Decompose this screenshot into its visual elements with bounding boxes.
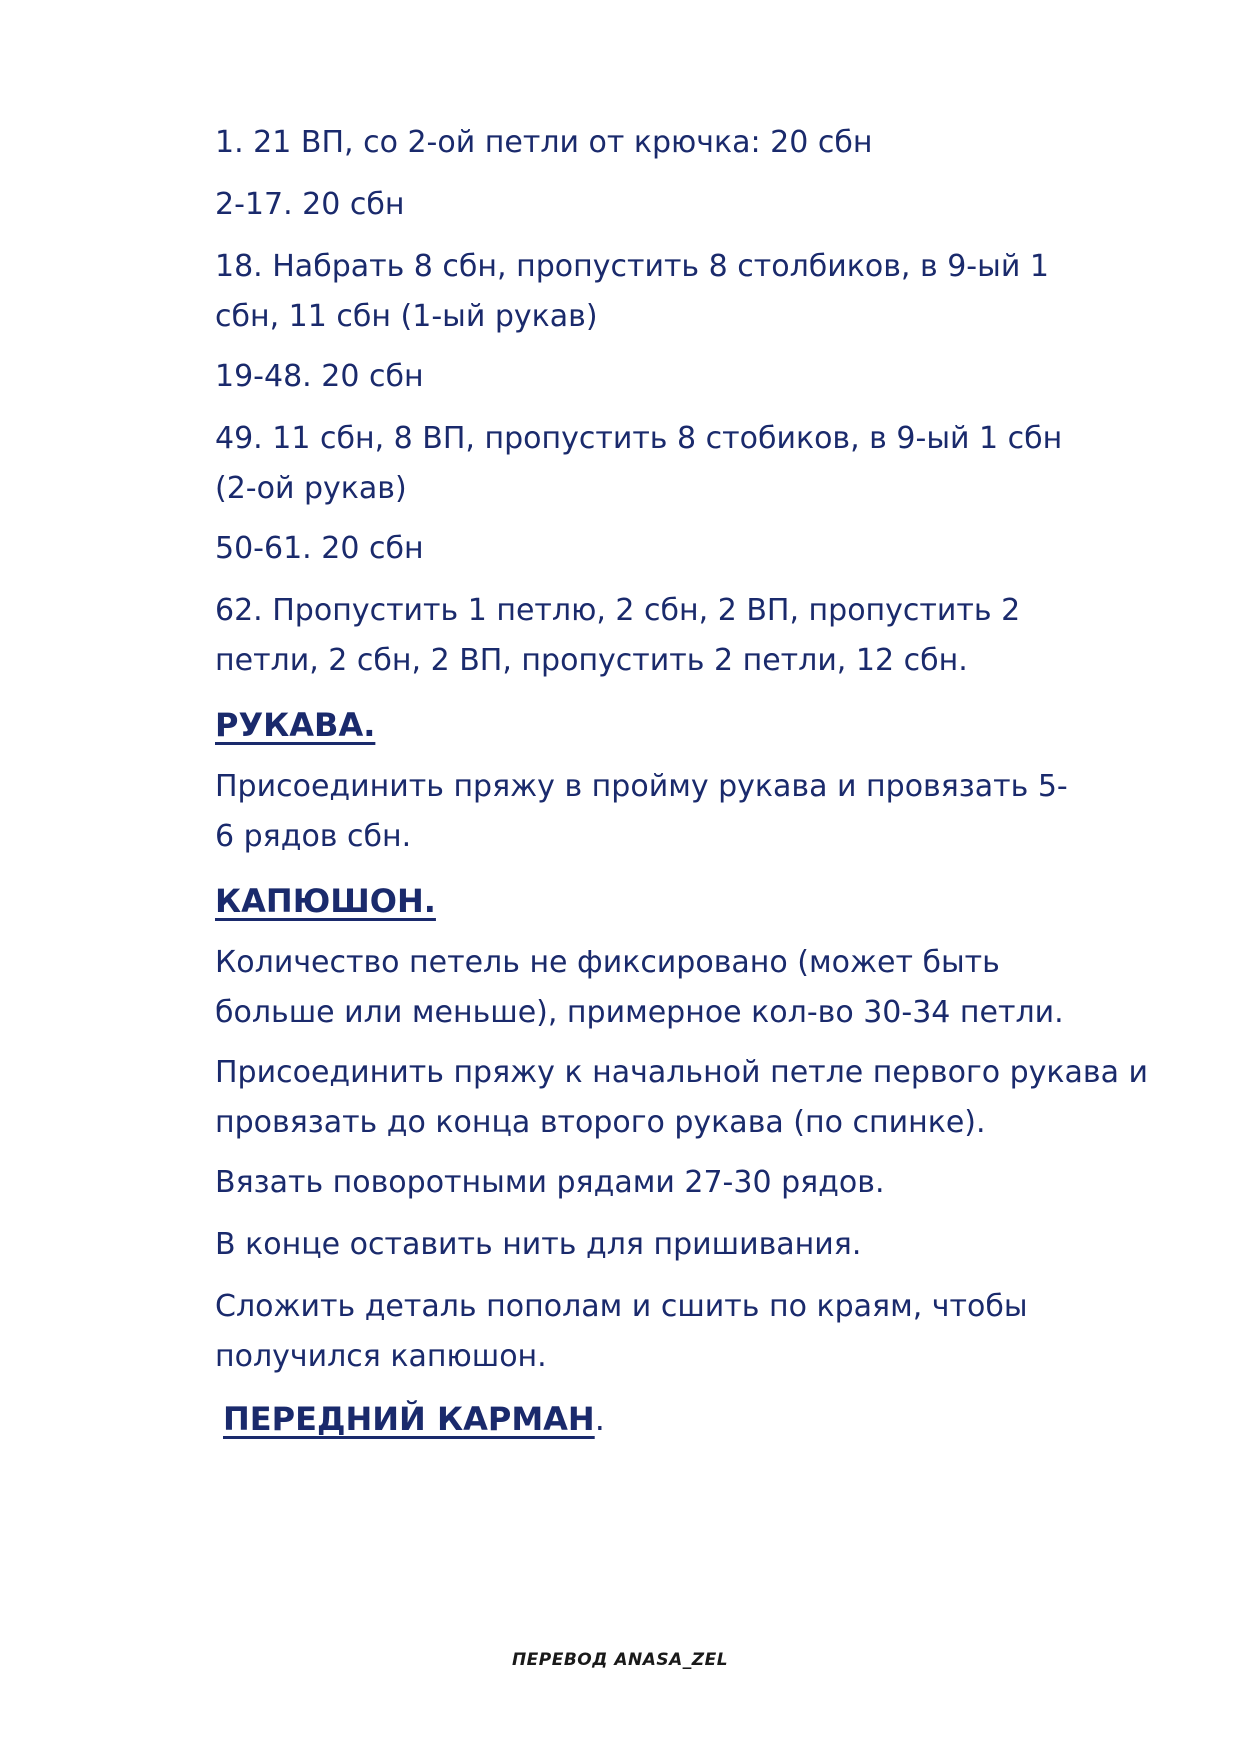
pocket-heading-period: . (594, 1400, 605, 1438)
footer-credit: ПЕРЕВОД ANASA_ZEL (511, 1650, 729, 1670)
hood-paragraph-1: Количество петель не фиксировано (может быть больше или меньше), примерное кол-во 30-34 петли. (215, 945, 1064, 1030)
hood-paragraph-5: Сложить деталь пополам и сшить по краям, чтобы получился капюшон. (215, 1289, 1028, 1374)
sleeves-heading: РУКАВА. (215, 706, 376, 744)
sleeves-text: Присоединить пряжу в пройму рукава и провязать 5-6 рядов сбн. (215, 769, 1068, 854)
hood-paragraph-2: Присоединить пряжу к начальной петле первого рукава и провязать до конца второго рукава (по спинке). (215, 1055, 1149, 1140)
row-18: 18. Набрать 8 сбн, пропустить 8 столбиков, в 9-ый 1 сбн, 11 сбн (1-ый рукав) (215, 249, 1049, 334)
hood-heading: КАПЮШОН. (215, 882, 436, 920)
hood-paragraph-3: Вязать поворотными рядами 27-30 рядов. (215, 1165, 885, 1200)
row-2-17: 2-17. 20 сбн (215, 187, 405, 222)
row-50-61: 50-61. 20 сбн (215, 531, 424, 566)
row-49: 49. 11 сбн, 8 ВП, пропустить 8 стобиков, в 9-ый 1 сбн (2-ой рукав) (215, 421, 1063, 506)
hood-paragraph-4: В конце оставить нить для пришивания. (215, 1227, 862, 1262)
row-62: 62. Пропустить 1 петлю, 2 сбн, 2 ВП, пропустить 2 петли, 2 сбн, 2 ВП, пропустить 2 петли, 12 сбн. (215, 593, 1021, 678)
row-19-48: 19-48. 20 сбн (215, 359, 424, 394)
pocket-heading-line (223, 1394, 605, 1444)
pocket-heading: ПЕРЕДНИЙ КАРМАН (223, 1400, 595, 1438)
row-1: 1. 21 ВП, со 2-ой петли от крючка: 20 сбн (215, 125, 873, 160)
